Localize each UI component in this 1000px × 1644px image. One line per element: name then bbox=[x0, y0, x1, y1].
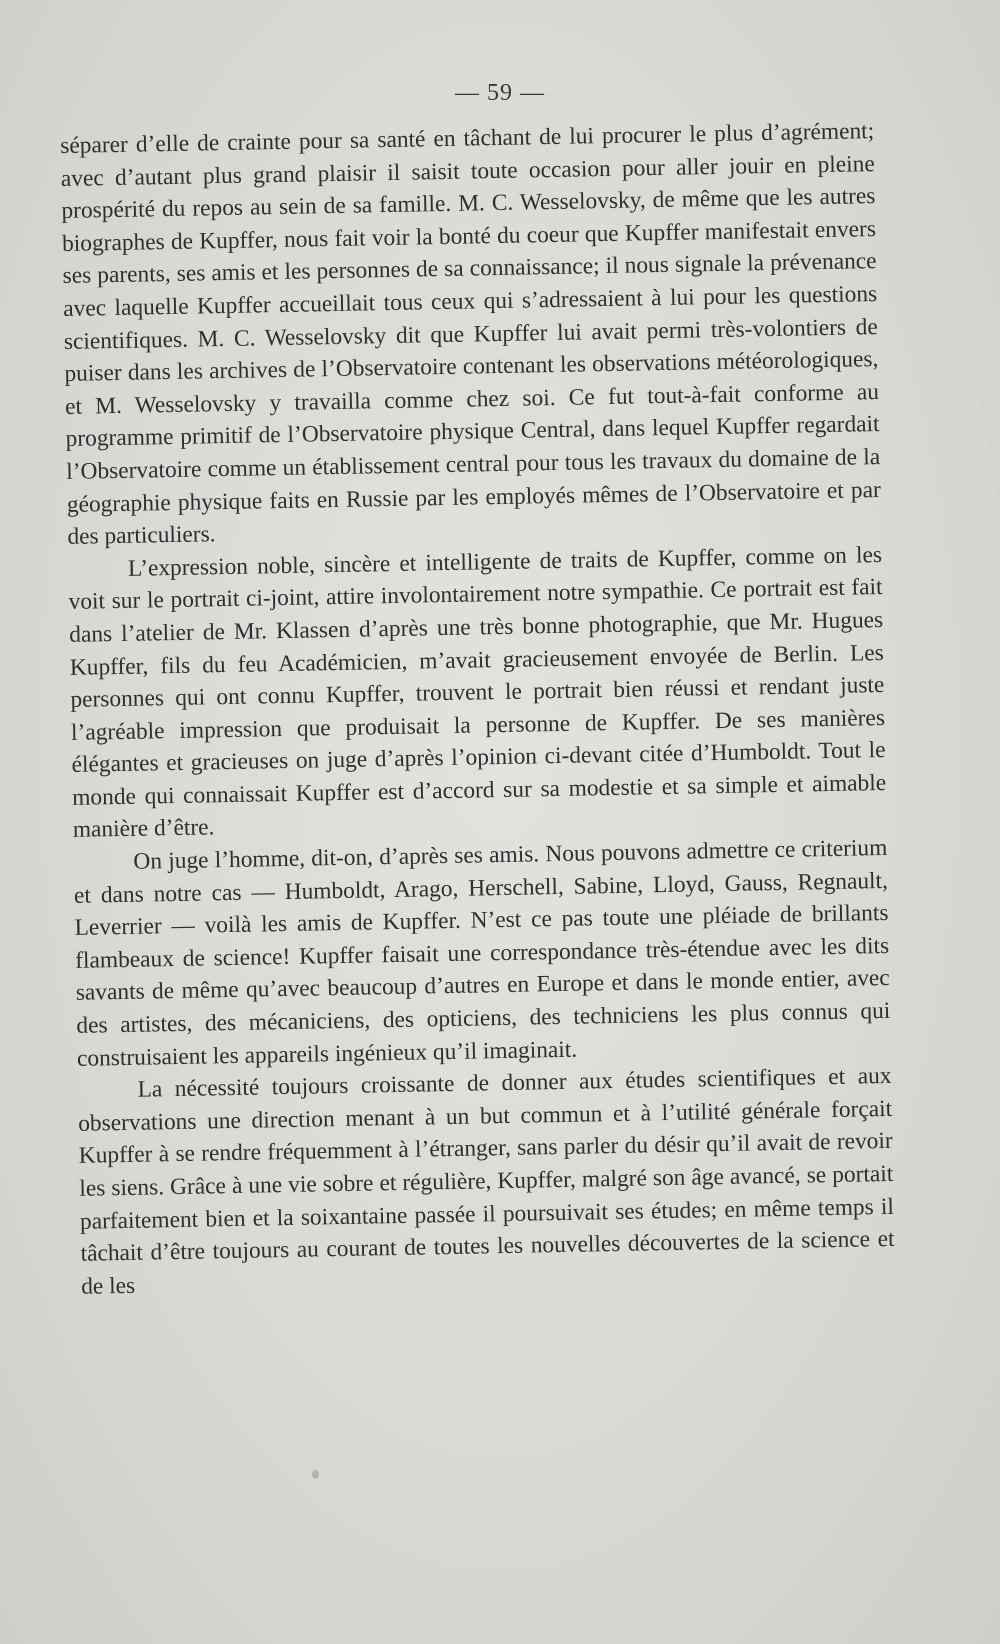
paragraph: L’expression noble, sincère et intelligente de traits de Kupffer, comme on les voit sur le portrait ci-joint, attire involontairement notre sympathie. Ce portrait est fait dans l’atelier de Mr. Klassen d’après une très bonne photographie, que Mr. Hugues Kupffer, fils du feu Académicien, m’avait gracieusement envoyée de Berlin. Les personnes qui ont connu Kupffer, trouvent le portrait bien réussi et rendant juste l’agréable impression que produisait la personne de Kupffer. De ses manières élégantes et gracieuses on juge d’après l’opinion ci-devant citée d’Humboldt. Tout le monde qui connaissait Kupffer est d’accord sur sa modestie et sa simple et aimable manière d’être. bbox=[68, 541, 887, 844]
paragraph: séparer d’elle de crainte pour sa santé en tâchant de lui procurer le plus d’agrément; avec d’autant plus grand plaisir il saisit toute occasion pour aller jouir en pleine prospérité du repos au sein de sa famille. M. C. Wesselovsky, de même que les autres biographes de Kupffer, nous fait voir la bonté du coeur que Kupffer manifestait envers ses parents, ses amis et les personnes de sa connaissance; il nous signale la prévenance avec laquelle Kupffer accueillait tous ceux qui s’adressaient à lui pour les questions scientifiques. M. C. Wesselovsky dit que Kupffer lui avait permi très-volontiers de puiser dans les archives de l’Observatoire contenant les observations météorologiques, et M. Wesselovsky y travailla comme chez soi. Ce fut tout-à-fait conforme au programme primitif de l’Observatoire physique Central, dans lequel Kupffer regardait l’Observatoire comme un établissement central pour tous les travaux du domaine de la géographie physique faits en Russie par les employés mêmes de l’Observatoire et par des particuliers. bbox=[60, 118, 881, 551]
paper-speck bbox=[312, 1470, 319, 1479]
body-text bbox=[60, 115, 895, 1303]
paragraph: On juge l’homme, dit-on, d’après ses amis. Nous pouvons admettre ce criterium et dans notre cas — Humboldt, Arago, Herschell, Sabine, Lloyd, Gauss, Regnault, Leverrier — voilà les amis de Kupffer. N’est ce pas toute une pléiade de brillants flambeaux de science! Kupffer faisait une correspondance très-étendue avec les dits savants de même qu’avec beaucoup d’autres en Europe et dans le monde entier, avec des artistes, des mécaniciens, des opticiens, des techniciens les plus connus qui construisaient les appareils ingénieux qu’il imaginait. bbox=[73, 835, 891, 1072]
paragraph: La nécessité toujours croissante de donner aux études scientifiques et aux observations une direction menant à un but commun et à l’utilité générale forçait Kupffer à se rendre fréquemment à l’étranger, sans parler du désir qu’il avait de revoir les siens. Grâce à une vie sobre et régulière, Kupffer, malgré son âge avancé, se portait parfaitement bien et la soixantaine passée il poursuivait ses études; en même temps il tâchait d’être toujours au courant de toutes les nouvelles découvertes de la science et de les bbox=[77, 1063, 895, 1300]
page-number: — 59 — bbox=[455, 80, 545, 106]
